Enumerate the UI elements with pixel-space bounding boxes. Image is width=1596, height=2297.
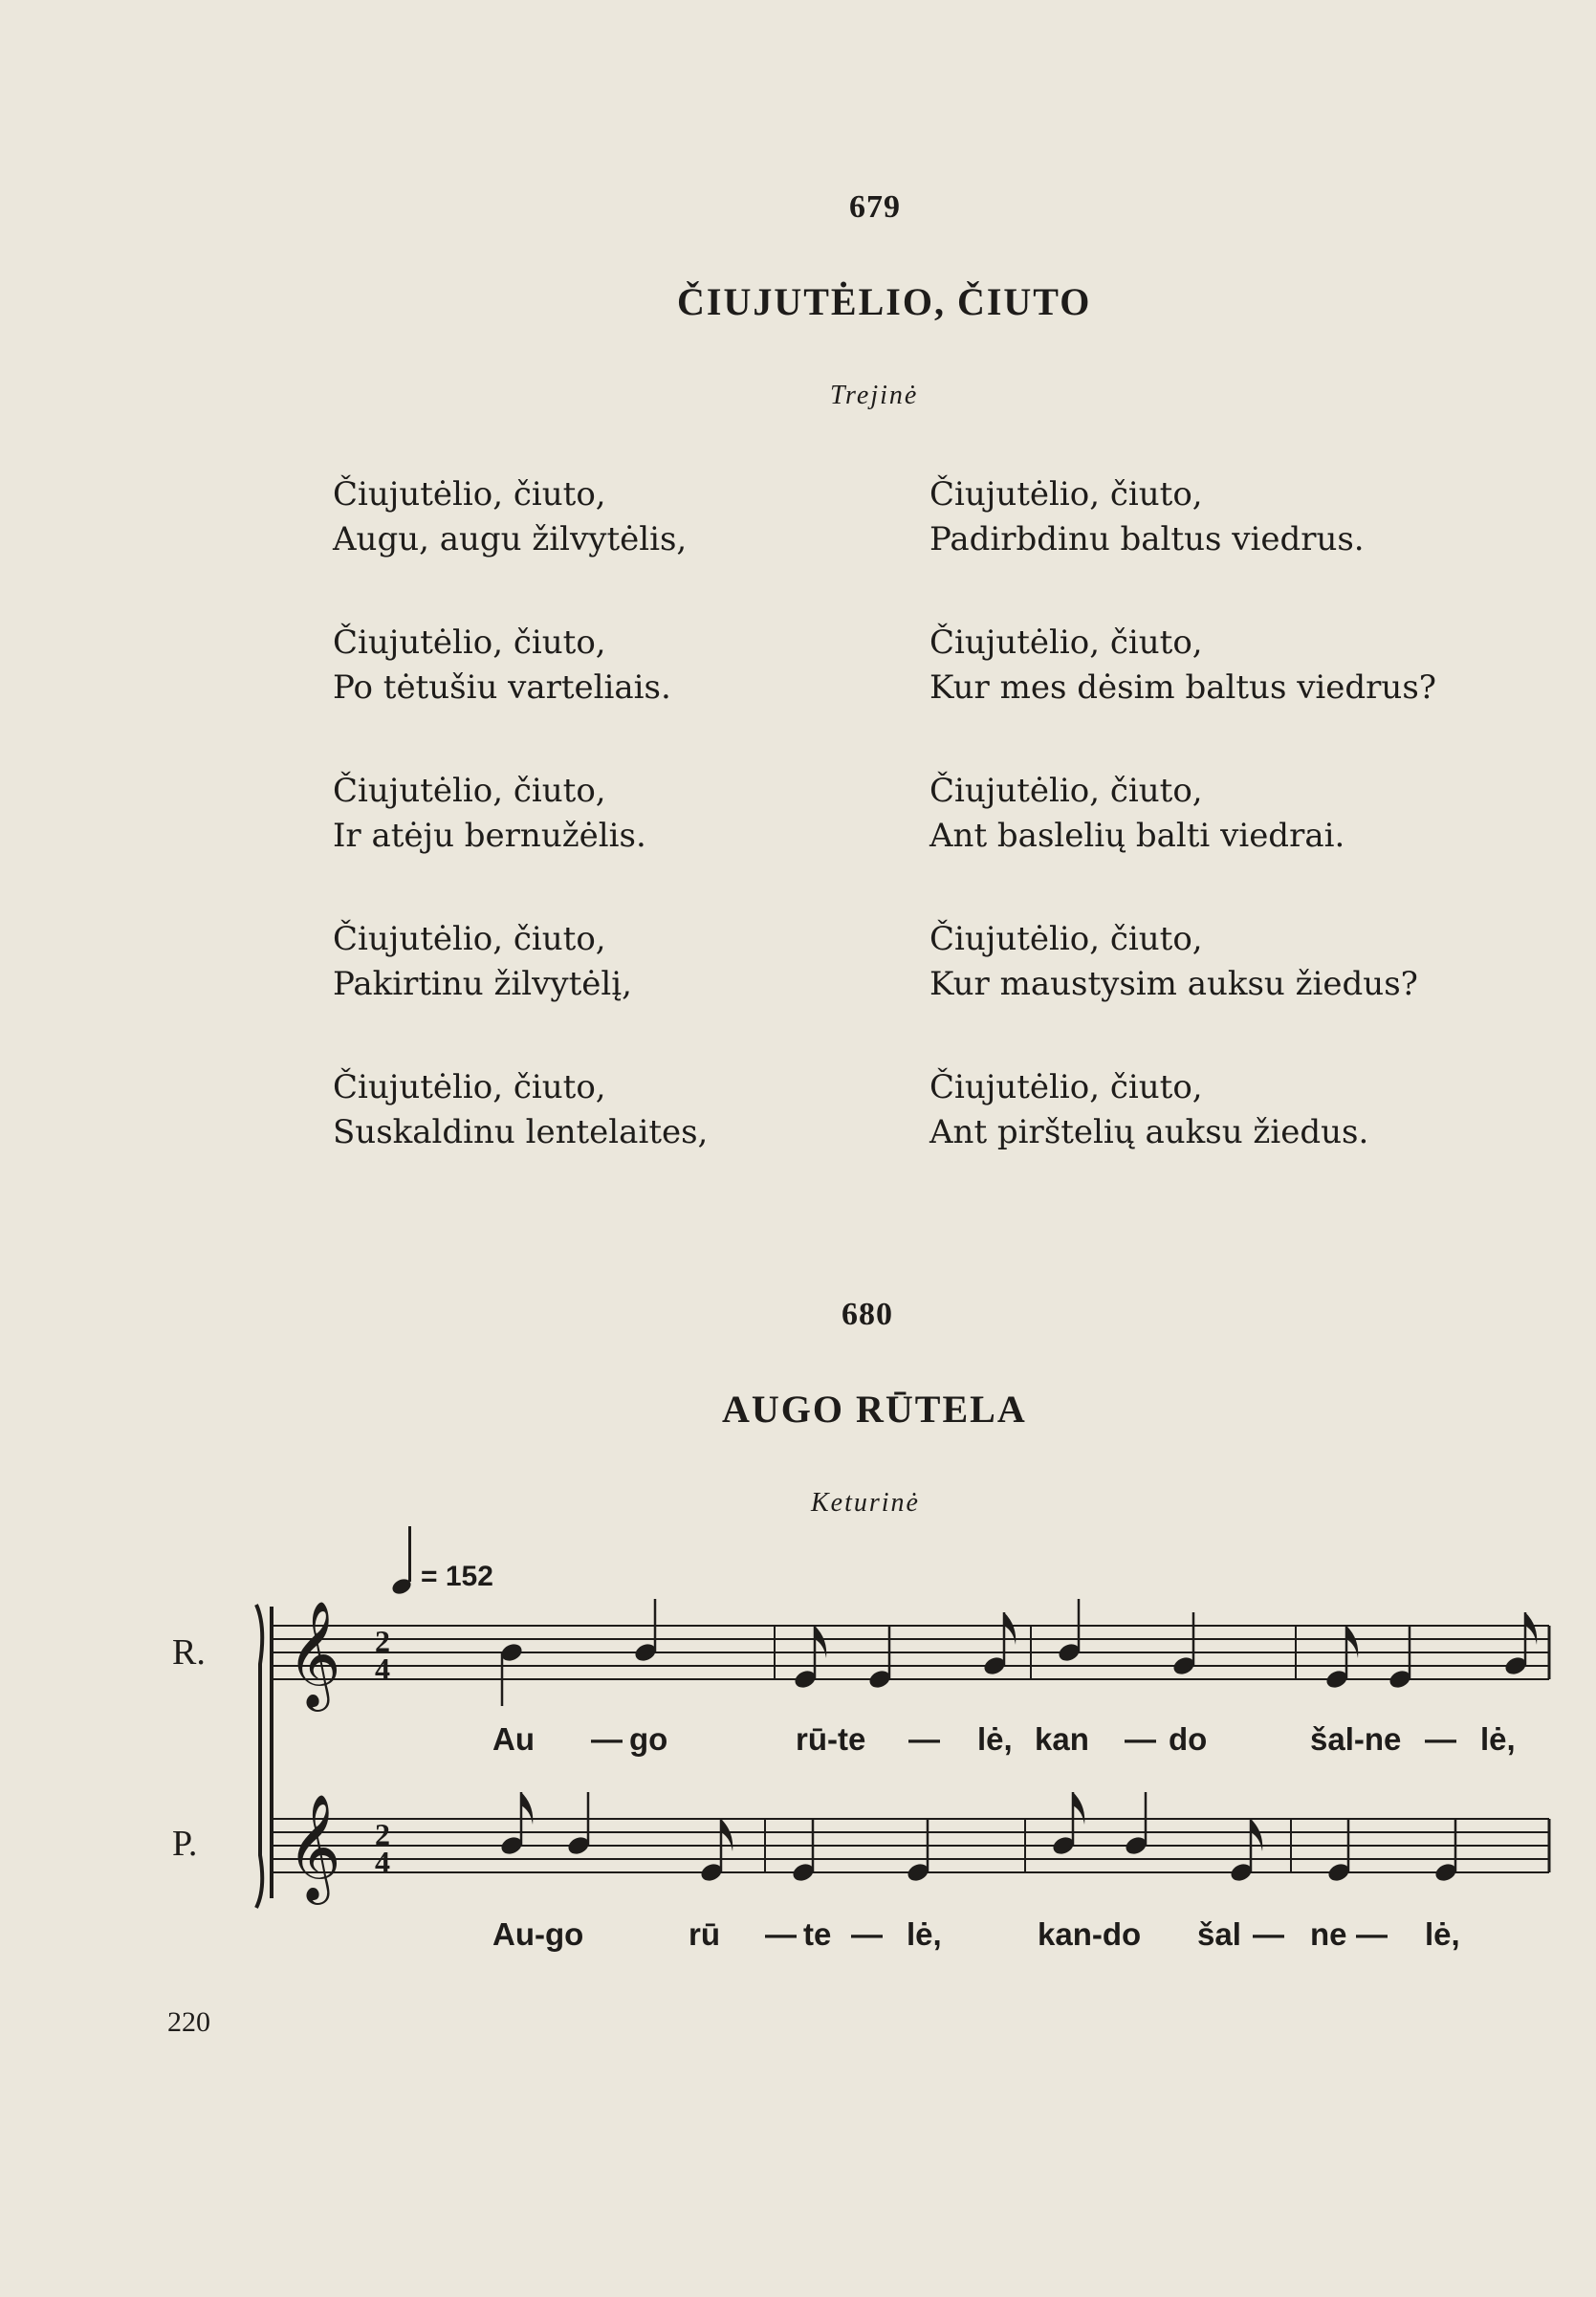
lyric-syllable: te <box>803 1916 832 1952</box>
stanza-line: Čiujutėlio, čiuto, <box>929 772 1203 810</box>
stanza-line: Čiujutėlio, čiuto, <box>333 920 606 958</box>
page-number: 220 <box>167 2006 210 2038</box>
time-signature-bottom: 4 <box>375 1652 390 1686</box>
song-subtitle-679: Trejinė <box>830 381 919 410</box>
stanza-line: Po tėtušiu varteliais. <box>333 668 671 707</box>
stanza-line: Čiujutėlio, čiuto, <box>929 475 1203 514</box>
stanza-line: Čiujutėlio, čiuto, <box>333 1068 606 1106</box>
lyric-syllable: lė, <box>907 1916 942 1952</box>
lyric-syllable: — <box>1356 1916 1388 1952</box>
lyric-syllable: — <box>1125 1721 1156 1757</box>
lyric-syllable: rū-te <box>796 1721 866 1757</box>
lyric-syllable: — <box>591 1721 623 1757</box>
lyric-syllable: lė, <box>1425 1916 1460 1952</box>
song-number-680: 680 <box>842 1297 893 1332</box>
stanza-line: Padirbdinu baltus viedrus. <box>929 520 1365 558</box>
stanza-line: Čiujutėlio, čiuto, <box>929 1068 1203 1106</box>
lyric-syllable: ne <box>1310 1916 1347 1952</box>
song-number-679: 679 <box>849 189 901 225</box>
lyric-syllable: — <box>1253 1916 1284 1952</box>
lyric-syllable: šal-ne <box>1310 1721 1402 1757</box>
staff-label-r: R. <box>172 1632 206 1673</box>
lyric-syllable: Au <box>492 1721 535 1757</box>
lyric-syllable: kan-do <box>1038 1916 1142 1952</box>
lyric-syllable: — <box>908 1721 940 1757</box>
stanza-line: Čiujutėlio, čiuto, <box>333 772 606 810</box>
lyric-syllable: lė, <box>1480 1721 1516 1757</box>
lyric-syllable: — <box>851 1916 883 1952</box>
staff-label-p: P. <box>172 1824 198 1864</box>
stanza-line: Čiujutėlio, čiuto, <box>929 623 1203 662</box>
stanza-line: Ir atėju bernužėlis. <box>333 817 646 855</box>
stanza-line: Suskaldinu lentelaites, <box>333 1113 709 1151</box>
stanza-line: Čiujutėlio, čiuto, <box>333 623 606 662</box>
lyric-syllable: lė, <box>977 1721 1013 1757</box>
treble-clef-icon: 𝄞 <box>287 1600 341 1707</box>
stanza-line: Čiujutėlio, čiuto, <box>333 475 606 514</box>
song-title-679: ČIUJUTĖLIO, ČIUTO <box>677 280 1092 323</box>
lyric-syllable: Au-go <box>492 1916 584 1952</box>
time-signature-top: 2 <box>375 1624 390 1658</box>
stanza-line: Čiujutėlio, čiuto, <box>929 920 1203 958</box>
song-subtitle-680: Keturinė <box>811 1488 920 1518</box>
lyric-syllable: — <box>765 1916 797 1952</box>
lyric-syllable: — <box>1425 1721 1456 1757</box>
song-title-680: AUGO RŪTELA <box>722 1388 1027 1431</box>
stanza-line: Ant baslelių balti viedrai. <box>929 817 1345 855</box>
lyric-syllable: go <box>629 1721 668 1757</box>
lyric-syllable: kan <box>1035 1721 1089 1757</box>
treble-clef-icon: 𝄞 <box>287 1793 341 1900</box>
tempo-value: = 152 <box>421 1561 493 1592</box>
stanza-line: Kur maustysim auksu žiedus? <box>929 965 1418 1003</box>
lyric-syllable: do <box>1169 1721 1208 1757</box>
lyric-syllable: rū <box>689 1916 720 1952</box>
stanza-line: Ant pirštelių auksu žiedus. <box>929 1113 1369 1151</box>
lyric-syllable: šal <box>1197 1916 1241 1952</box>
time-signature-top: 2 <box>375 1817 390 1851</box>
stanza-line: Kur mes dėsim baltus viedrus? <box>929 668 1437 707</box>
stanza-line: Pakirtinu žilvytėlį, <box>333 965 632 1003</box>
system-brace <box>256 1605 262 1908</box>
time-signature-bottom: 4 <box>375 1845 390 1879</box>
stanza-line: Augu, augu žilvytėlis, <box>333 520 688 558</box>
